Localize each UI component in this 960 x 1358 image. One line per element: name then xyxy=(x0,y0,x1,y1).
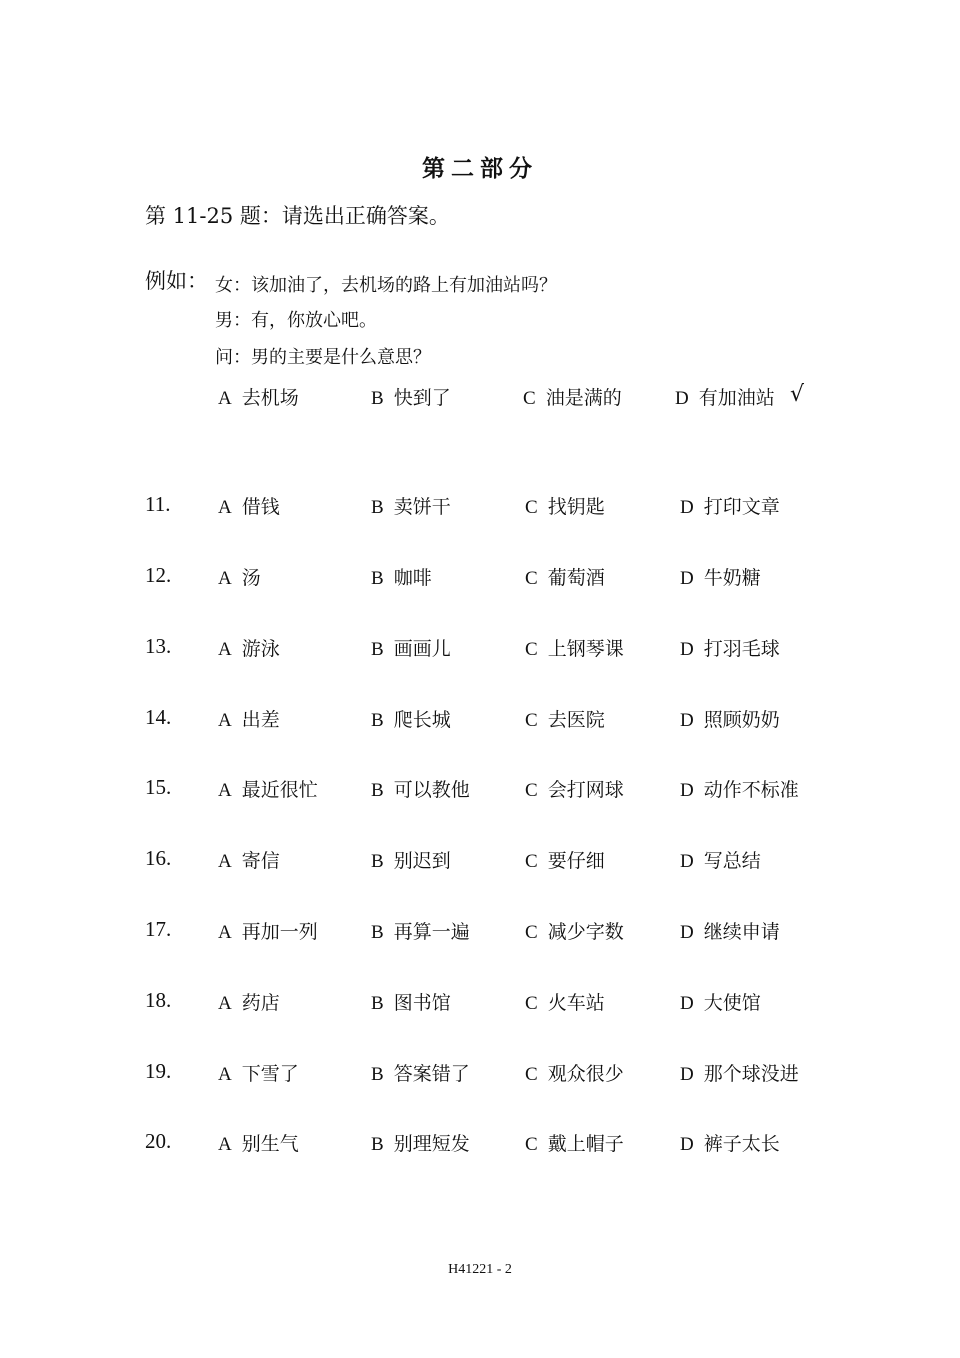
option-letter: C xyxy=(525,568,538,589)
option-text: 大使馆 xyxy=(703,992,761,1014)
option-letter: B xyxy=(371,497,384,518)
option-d xyxy=(680,1059,799,1086)
option-text: 别理短发 xyxy=(393,1133,470,1155)
option-letter: B xyxy=(371,1134,384,1155)
option-letter: B xyxy=(371,710,384,731)
option-letter: D xyxy=(680,993,694,1014)
question-row xyxy=(0,917,960,947)
option-letter: B xyxy=(371,922,384,943)
question-number: 12. xyxy=(145,563,172,587)
option-c xyxy=(525,988,605,1015)
option-letter: B xyxy=(371,568,384,589)
option-a xyxy=(218,846,280,873)
option-letter: B xyxy=(371,780,384,801)
option-d xyxy=(680,846,761,873)
example-dialog-woman: 女：该加油了，去机场的路上有加油站吗？ xyxy=(215,275,557,296)
option-letter: D xyxy=(680,851,694,872)
option-letter: D xyxy=(680,780,694,801)
option-text: 去机场 xyxy=(241,387,299,409)
option-text: 裤子太长 xyxy=(703,1133,780,1155)
option-text: 再算一遍 xyxy=(393,921,470,943)
option-text: 找钥匙 xyxy=(547,496,605,518)
example-option-a xyxy=(218,383,299,410)
option-text: 打羽毛球 xyxy=(703,638,780,660)
option-letter: D xyxy=(680,922,694,943)
question-number: 14. xyxy=(145,705,172,729)
option-text: 去医院 xyxy=(547,709,605,731)
option-a xyxy=(218,1129,299,1156)
option-text: 有加油站 xyxy=(698,387,775,409)
option-text: 继续申请 xyxy=(703,921,780,943)
question-row xyxy=(0,775,960,805)
option-text: 戴上帽子 xyxy=(547,1133,624,1155)
option-d xyxy=(680,917,780,944)
option-b xyxy=(371,988,451,1015)
option-c xyxy=(525,563,605,590)
option-letter: B xyxy=(371,1064,384,1085)
option-letter: C xyxy=(525,922,538,943)
option-letter: A xyxy=(218,388,232,409)
option-letter: C xyxy=(525,639,538,660)
option-letter: D xyxy=(680,497,694,518)
option-text: 打印文章 xyxy=(703,496,780,518)
option-letter: C xyxy=(523,388,536,409)
example-option-d xyxy=(675,383,775,410)
option-letter: B xyxy=(371,851,384,872)
option-text: 那个球没进 xyxy=(703,1063,799,1085)
option-text: 出差 xyxy=(241,709,280,731)
option-text: 牛奶糖 xyxy=(703,567,761,589)
option-letter: A xyxy=(218,710,232,731)
option-c xyxy=(525,846,605,873)
option-text: 可以教他 xyxy=(393,779,470,801)
option-letter: B xyxy=(371,993,384,1014)
question-number: 11. xyxy=(145,492,171,516)
option-a xyxy=(218,988,280,1015)
option-d xyxy=(680,988,761,1015)
option-b xyxy=(371,1129,470,1156)
option-b xyxy=(371,492,451,519)
option-letter: A xyxy=(218,568,232,589)
option-a xyxy=(218,775,318,802)
option-a xyxy=(218,492,280,519)
option-text: 动作不标准 xyxy=(703,779,799,801)
option-text: 借钱 xyxy=(241,496,280,518)
question-number: 13. xyxy=(145,634,172,658)
option-letter: A xyxy=(218,780,232,801)
option-c xyxy=(525,775,624,802)
question-number: 20. xyxy=(145,1129,172,1153)
option-a xyxy=(218,1059,299,1086)
option-letter: C xyxy=(525,497,538,518)
option-letter: D xyxy=(675,388,689,409)
option-letter: D xyxy=(680,639,694,660)
option-letter: A xyxy=(218,993,232,1014)
question-row xyxy=(0,705,960,735)
option-c xyxy=(525,705,605,732)
question-row xyxy=(0,1129,960,1159)
option-letter: D xyxy=(680,710,694,731)
option-text: 最近很忙 xyxy=(241,779,318,801)
option-letter: B xyxy=(371,639,384,660)
option-text: 游泳 xyxy=(241,638,280,660)
option-c xyxy=(525,492,605,519)
option-text: 卖饼干 xyxy=(393,496,451,518)
option-text: 火车站 xyxy=(547,992,605,1014)
option-a xyxy=(218,563,261,590)
option-b xyxy=(371,917,470,944)
option-text: 下雪了 xyxy=(241,1063,299,1085)
option-letter: C xyxy=(525,710,538,731)
page-footer: H41221 - 2 xyxy=(448,1262,512,1277)
option-d xyxy=(680,775,799,802)
option-letter: C xyxy=(525,1134,538,1155)
option-letter: C xyxy=(525,780,538,801)
option-text: 爬长城 xyxy=(393,709,451,731)
question-row xyxy=(0,988,960,1018)
question-number: 18. xyxy=(145,988,172,1012)
option-d xyxy=(680,705,780,732)
option-b xyxy=(371,705,451,732)
instruction: 第 11-25 题：请选出正确答案。 xyxy=(145,204,450,228)
option-letter: D xyxy=(680,1064,694,1085)
option-d xyxy=(680,1129,780,1156)
question-row xyxy=(0,563,960,593)
example-dialog-man: 男：有，你放心吧。 xyxy=(215,310,377,331)
option-text: 别迟到 xyxy=(393,850,451,872)
example-option-c xyxy=(523,383,622,410)
option-text: 汤 xyxy=(241,567,261,589)
option-b xyxy=(371,846,451,873)
option-letter: D xyxy=(680,1134,694,1155)
option-text: 油是满的 xyxy=(545,387,622,409)
option-text: 图书馆 xyxy=(393,992,451,1014)
option-letter: C xyxy=(525,851,538,872)
question-row xyxy=(0,846,960,876)
option-letter: A xyxy=(218,1064,232,1085)
question-number: 16. xyxy=(145,846,172,870)
option-d xyxy=(680,492,780,519)
question-row xyxy=(0,634,960,664)
example-option-b xyxy=(371,383,451,410)
option-a xyxy=(218,634,280,661)
option-letter: C xyxy=(525,993,538,1014)
option-text: 药店 xyxy=(241,992,280,1014)
option-text: 写总结 xyxy=(703,850,761,872)
option-text: 答案错了 xyxy=(393,1063,470,1085)
option-letter: A xyxy=(218,1134,232,1155)
option-c xyxy=(525,1059,624,1086)
option-text: 快到了 xyxy=(393,387,451,409)
option-text: 上钢琴课 xyxy=(547,638,624,660)
question-number: 19. xyxy=(145,1059,172,1083)
question-number: 17. xyxy=(145,917,172,941)
option-c xyxy=(525,917,624,944)
check-mark-icon: √ xyxy=(790,382,805,407)
option-b xyxy=(371,563,432,590)
option-c xyxy=(525,634,624,661)
option-text: 寄信 xyxy=(241,850,280,872)
option-d xyxy=(680,563,761,590)
option-a xyxy=(218,917,318,944)
option-text: 照顾奶奶 xyxy=(703,709,780,731)
option-letter: D xyxy=(680,568,694,589)
option-letter: A xyxy=(218,922,232,943)
example-lead: 例如： xyxy=(145,269,208,293)
option-text: 别生气 xyxy=(241,1133,299,1155)
option-b xyxy=(371,634,451,661)
option-text: 观众很少 xyxy=(547,1063,624,1085)
option-letter: A xyxy=(218,497,232,518)
section-title: 第二部分 xyxy=(422,155,538,182)
question-row xyxy=(0,492,960,522)
option-letter: B xyxy=(371,388,384,409)
option-b xyxy=(371,775,470,802)
option-c xyxy=(525,1129,624,1156)
option-text: 画画儿 xyxy=(393,638,451,660)
option-text: 再加一列 xyxy=(241,921,318,943)
question-row xyxy=(0,1059,960,1089)
option-a xyxy=(218,705,280,732)
option-text: 葡萄酒 xyxy=(547,567,605,589)
option-letter: A xyxy=(218,639,232,660)
option-b xyxy=(371,1059,470,1086)
example-question: 问：男的主要是什么意思？ xyxy=(215,347,431,368)
option-text: 减少字数 xyxy=(547,921,624,943)
option-d xyxy=(680,634,780,661)
option-text: 会打网球 xyxy=(547,779,624,801)
option-letter: C xyxy=(525,1064,538,1085)
option-letter: A xyxy=(218,851,232,872)
option-text: 要仔细 xyxy=(547,850,605,872)
question-number: 15. xyxy=(145,775,172,799)
option-text: 咖啡 xyxy=(393,567,432,589)
